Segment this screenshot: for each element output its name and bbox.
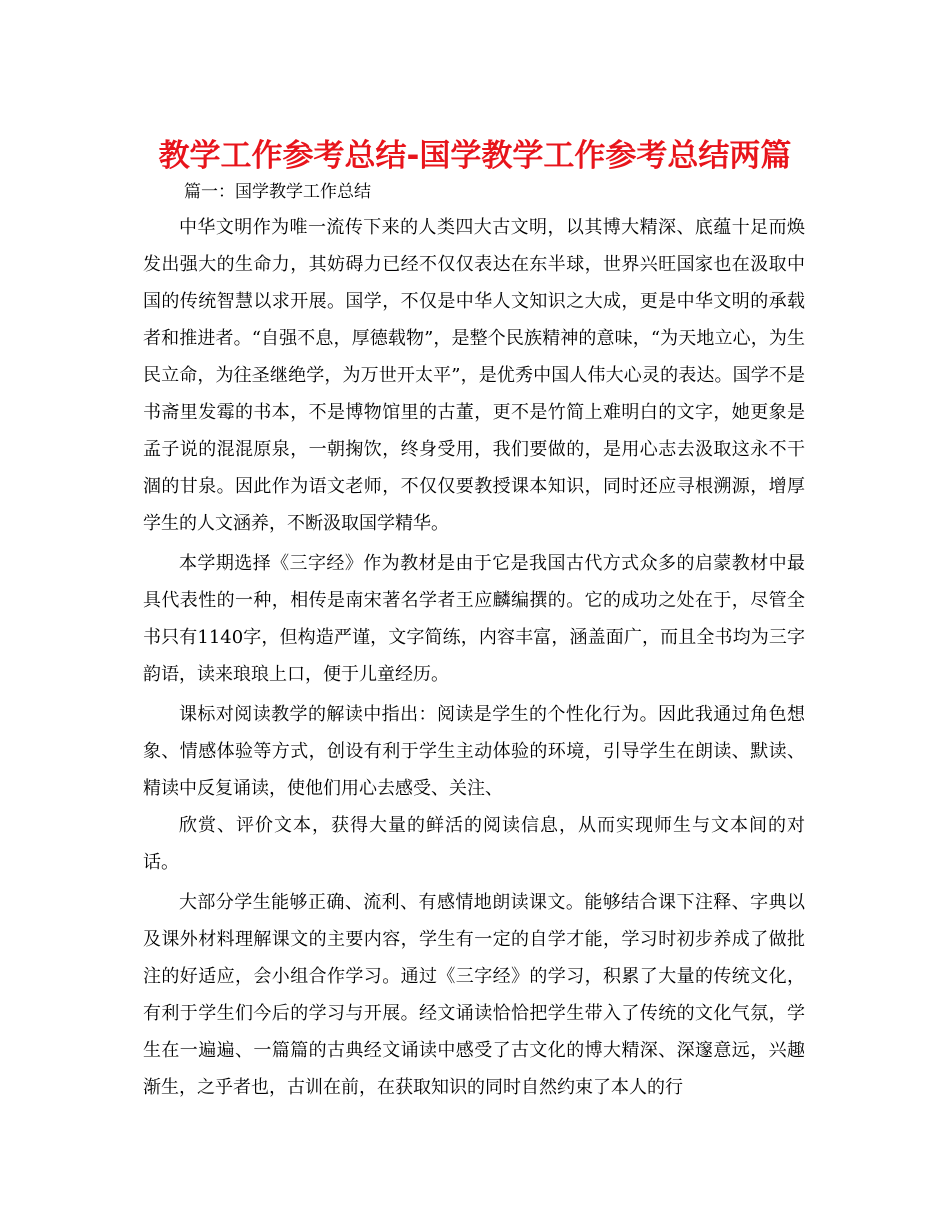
paragraph-intro: 中华文明作为唯一流传下来的人类四大古文明，以其博大精深、底蕴十足而焕发出强大的生命力，其妨碍力已经不仅仅表达在东半球，世界兴旺国家也在汲取中国的传统智慧以求开展。国学，不仅是中华人文知识之大成，更是中华文明的承载者和推进者。“自强不息，厚德载物”，是整个民族精神的意味，“为天地立心，为生民立命，为往圣继绝学，为万世开太平”，是优秀中国人伟大心灵的表达。国学不是书斋里发霉的书本，不是博物馆里的古董，更不是竹简上难明白的文字，她更象是孟子说的混混原泉，一朝掬饮，终身受用，我们要做的，是用心志去汲取这永不干涸的甘泉。因此作为语文老师，不仅仅要教授课本知识，同时还应寻根溯源，增厚学生的人文涵养，不断汲取国学精华。	[143, 217, 805, 534]
paragraph-reading-guidance: 课标对阅读教学的解读中指出：阅读是学生的个性化行为。因此我通过角色想象、情感体验等方式，创设有利于学生主动体验的环境，引导学生在朗读、默读、精读中反复诵读，使他们用心去感受、关注、	[143, 704, 805, 799]
document-body	[143, 175, 805, 1106]
paragraph-textbook: 本学期选择《三字经》作为教材是由于它是我国古代方式众多的启蒙教材中最具代表性的一种，相传是南宋著名学者王应麟编撰的。它的成功之处在于，尽管全书只有1140字，但构造严谨，文字简练，内容丰富，涵盖面广，而且全书均为三字韵语，读来琅琅上口，便于儿童经历。	[143, 553, 805, 685]
document-title: 教学工作参考总结-国学教学工作参考总结两篇	[158, 138, 792, 174]
paragraph-student-progress: 大部分学生能够正确、流利、有感情地朗读课文。能够结合课下注释、字典以及课外材料理解课文的主要内容，学生有一定的自学才能，学习时初步养成了做批注的好适应，会小组合作学习。通过《三字经》的学习，积累了大量的传统文化，有利于学生们今后的学习与开展。经文诵读恰恰把学生带入了传统的文化气氛，学生在一遍遍、一篇篇的古典经文诵读中感受了古文化的博大精深、深邃意远，兴趣渐生，之乎者也，古训在前，在获取知识的同时自然约束了本人的行	[143, 892, 805, 1098]
section-heading: 篇一：国学教学工作总结	[184, 182, 371, 202]
paragraph-reading-dialogue: 欣赏、评价文本，获得大量的鲜活的阅读信息，从而实现师生与文本间的对话。	[143, 815, 805, 873]
